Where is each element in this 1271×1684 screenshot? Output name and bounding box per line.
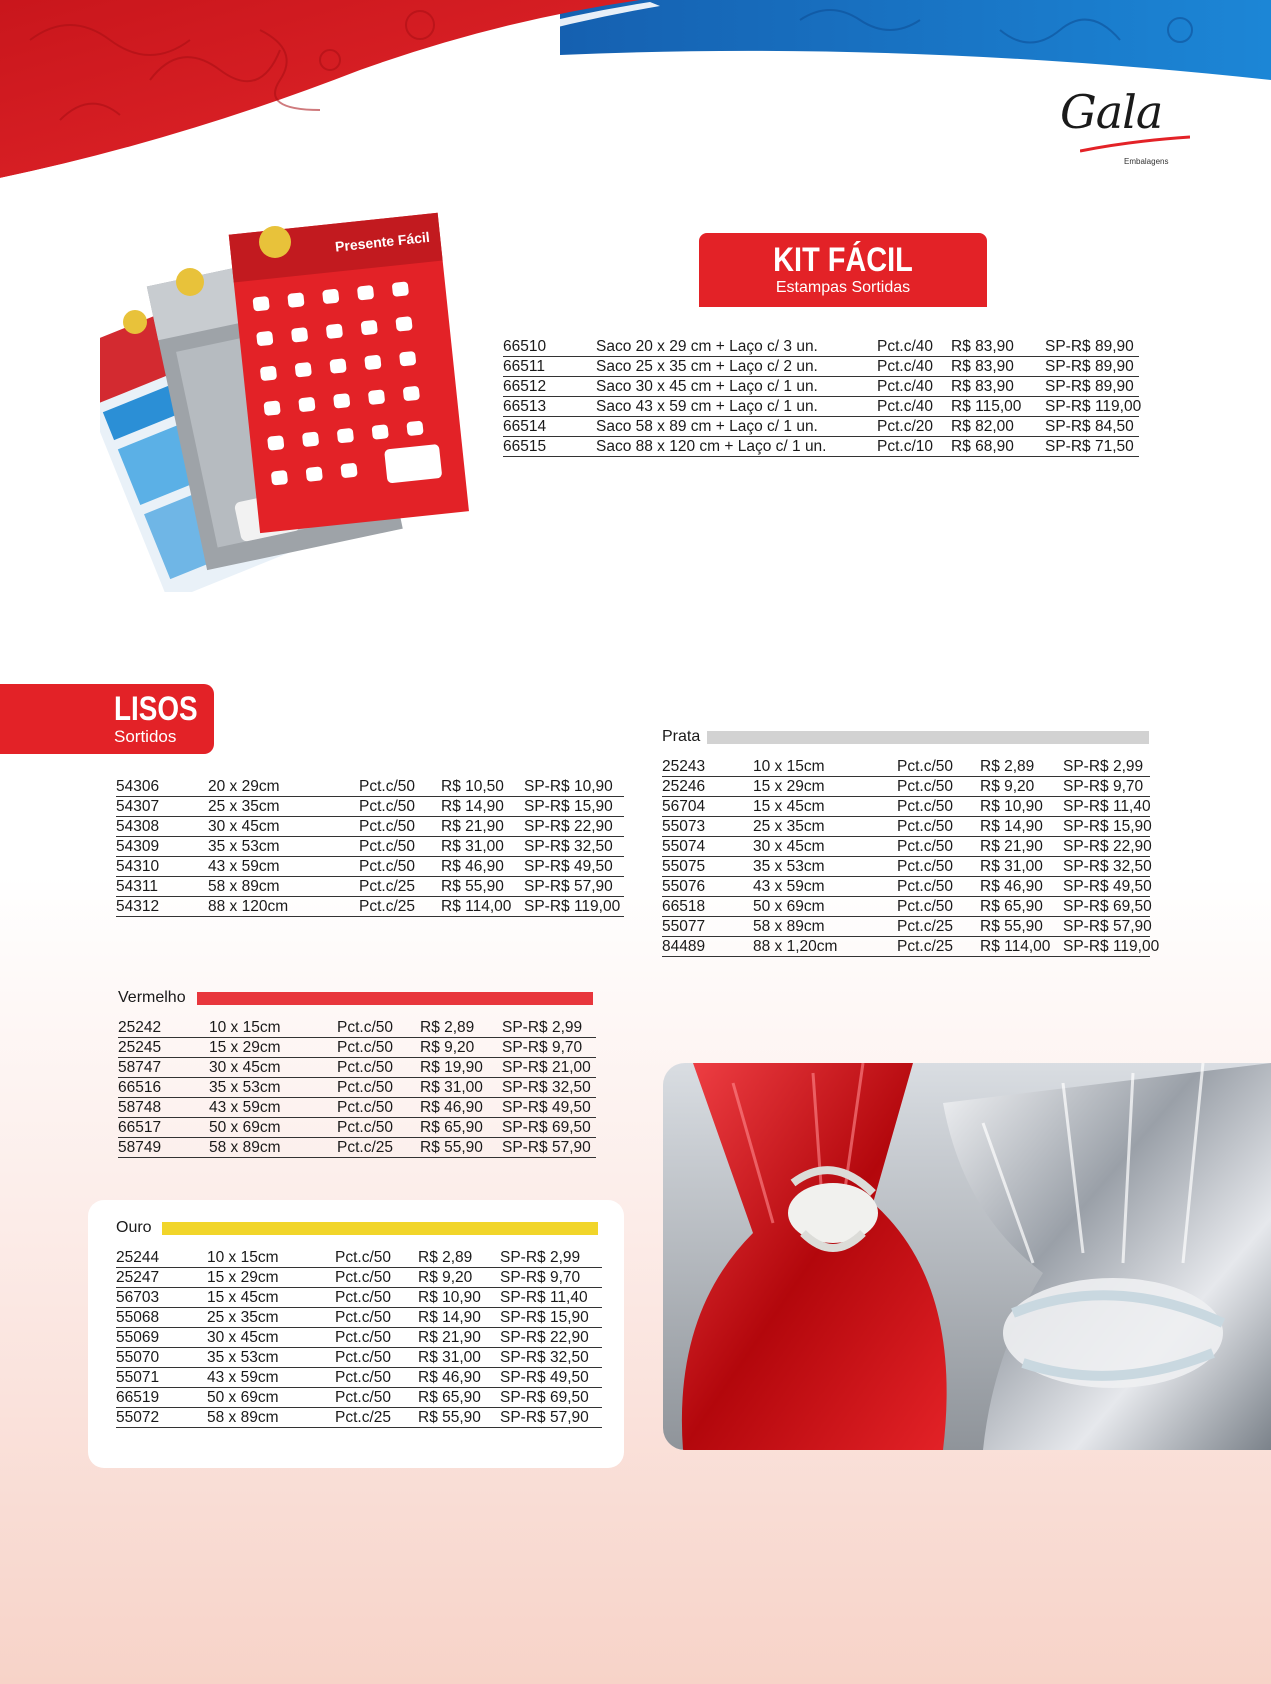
- ouro-heading: Ouro: [116, 1219, 152, 1236]
- cell-sp-price: SP-R$ 22,90: [524, 818, 613, 835]
- metallic-bags-photo: [663, 1063, 1271, 1450]
- cell-size: 30 x 45cm: [208, 818, 280, 835]
- cell-size: 10 x 15cm: [753, 758, 825, 775]
- cell-pack: Pct.c/25: [335, 1409, 391, 1426]
- cell-sp-price: SP-R$ 49,50: [524, 858, 613, 875]
- cell-pack: Pct.c/50: [337, 1079, 393, 1096]
- cell-code: 55077: [662, 918, 706, 935]
- cell-pack: Pct.c/50: [897, 758, 953, 775]
- cell-sp-price: SP-R$ 119,00: [524, 898, 621, 915]
- cell-size: 10 x 15cm: [209, 1019, 281, 1036]
- cell-size: 50 x 69cm: [209, 1119, 281, 1136]
- cell-size: 25 x 35cm: [207, 1309, 279, 1326]
- cell-sp-price: SP-R$ 84,50: [1045, 418, 1134, 435]
- cell-sp-price: SP-R$ 9,70: [500, 1269, 581, 1286]
- cell-sp-price: SP-R$ 15,90: [524, 798, 613, 815]
- cell-pack: Pct.c/50: [897, 798, 953, 815]
- cell-sp-price: SP-R$ 11,40: [1063, 798, 1151, 815]
- cell-size: 58 x 89cm: [207, 1409, 279, 1426]
- cell-code: 56703: [116, 1289, 160, 1306]
- cell-size: 15 x 45cm: [207, 1289, 279, 1306]
- cell-sp-price: SP-R$ 22,90: [1063, 838, 1152, 855]
- cell-pack: Pct.c/50: [335, 1249, 391, 1266]
- cell-price: R$ 46,90: [418, 1369, 481, 1386]
- cell-pack: Pct.c/50: [359, 818, 415, 835]
- cell-pack: Pct.c/50: [335, 1349, 391, 1366]
- cell-sp-price: SP-R$ 71,50: [1045, 438, 1134, 455]
- cell-code: 54306: [116, 778, 160, 795]
- cell-price: R$ 21,90: [441, 818, 504, 835]
- cell-price: R$ 82,00: [951, 418, 1014, 435]
- cell-sp-price: SP-R$ 32,50: [502, 1079, 591, 1096]
- cell-price: R$ 65,90: [980, 898, 1043, 915]
- cell-price: R$ 55,90: [418, 1409, 481, 1426]
- kit-facil-header: [699, 233, 987, 307]
- cell-pack: Pct.c/10: [877, 438, 933, 455]
- cell-code: 54310: [116, 858, 160, 875]
- cell-size: Saco 43 x 59 cm + Laço c/ 1 un.: [596, 398, 818, 415]
- cell-pack: Pct.c/50: [359, 838, 415, 855]
- ouro-color-bar: [162, 1222, 598, 1235]
- cell-code: 54309: [116, 838, 160, 855]
- cell-code: 58748: [118, 1099, 162, 1116]
- cell-code: 66513: [503, 398, 547, 415]
- cell-pack: Pct.c/50: [335, 1369, 391, 1386]
- cell-price: R$ 114,00: [980, 938, 1051, 955]
- cell-pack: Pct.c/50: [359, 858, 415, 875]
- cell-price: R$ 14,90: [441, 798, 504, 815]
- package-title: Presente Fácil: [334, 228, 431, 255]
- cell-price: R$ 9,20: [420, 1039, 475, 1056]
- cell-sp-price: SP-R$ 57,90: [502, 1139, 591, 1156]
- cell-code: 55068: [116, 1309, 160, 1326]
- cell-pack: Pct.c/50: [335, 1329, 391, 1346]
- cell-sp-price: SP-R$ 119,00: [1063, 938, 1160, 955]
- cell-size: 15 x 29cm: [209, 1039, 281, 1056]
- cell-code: 55075: [662, 858, 706, 875]
- logo-subtitle: Embalagens: [1124, 157, 1169, 166]
- cell-code: 55076: [662, 878, 706, 895]
- cell-sp-price: SP-R$ 32,50: [524, 838, 613, 855]
- cell-price: R$ 46,90: [420, 1099, 483, 1116]
- cell-price: R$ 83,90: [951, 338, 1014, 355]
- cell-sp-price: SP-R$ 49,50: [502, 1099, 591, 1116]
- logo-swoosh-icon: [1080, 135, 1190, 155]
- cell-sp-price: SP-R$ 89,90: [1045, 358, 1134, 375]
- cell-sp-price: SP-R$ 2,99: [1063, 758, 1144, 775]
- lisos-subtitle: Sortidos: [114, 727, 177, 746]
- cell-code: 66519: [116, 1389, 160, 1406]
- kit-facil-title: KIT FÁCIL: [773, 241, 913, 279]
- cell-price: R$ 21,90: [980, 838, 1043, 855]
- cell-size: 15 x 45cm: [753, 798, 825, 815]
- cell-price: R$ 46,90: [441, 858, 504, 875]
- kit-facil-subtitle: Estampas Sortidas: [775, 279, 911, 296]
- cell-sp-price: SP-R$ 69,50: [500, 1389, 589, 1406]
- cell-price: R$ 2,89: [418, 1249, 473, 1266]
- cell-price: R$ 31,00: [980, 858, 1043, 875]
- cell-size: 58 x 89cm: [753, 918, 825, 935]
- cell-size: 50 x 69cm: [753, 898, 825, 915]
- cell-pack: Pct.c/50: [359, 778, 415, 795]
- cell-code: 55070: [116, 1349, 160, 1366]
- cell-size: Saco 88 x 120 cm + Laço c/ 1 un.: [596, 438, 827, 455]
- cell-pack: Pct.c/50: [897, 898, 953, 915]
- cell-price: R$ 115,00: [951, 398, 1022, 415]
- cell-price: R$ 10,90: [980, 798, 1043, 815]
- cell-code: 55074: [662, 838, 706, 855]
- cell-pack: Pct.c/50: [335, 1289, 391, 1306]
- cell-pack: Pct.c/20: [877, 418, 933, 435]
- cell-size: 35 x 53cm: [208, 838, 280, 855]
- cell-price: R$ 68,90: [951, 438, 1014, 455]
- cell-sp-price: SP-R$ 89,90: [1045, 378, 1134, 395]
- cell-sp-price: SP-R$ 15,90: [500, 1309, 589, 1326]
- cell-price: R$ 14,90: [418, 1309, 481, 1326]
- cell-size: 25 x 35cm: [753, 818, 825, 835]
- cell-code: 54311: [116, 878, 158, 895]
- cell-code: 25242: [118, 1019, 162, 1036]
- cell-sp-price: SP-R$ 2,99: [500, 1249, 581, 1266]
- kit-facil-product-image: [100, 212, 500, 592]
- cell-pack: Pct.c/50: [897, 778, 953, 795]
- cell-price: R$ 10,90: [418, 1289, 481, 1306]
- gala-logo: [1060, 85, 1190, 170]
- cell-size: 35 x 53cm: [753, 858, 825, 875]
- cell-pack: Pct.c/50: [897, 878, 953, 895]
- cell-price: R$ 83,90: [951, 378, 1014, 395]
- cell-pack: Pct.c/50: [337, 1039, 393, 1056]
- cell-size: 58 x 89cm: [208, 878, 280, 895]
- cell-sp-price: SP-R$ 11,40: [500, 1289, 588, 1306]
- cell-price: R$ 2,89: [980, 758, 1035, 775]
- cell-pack: Pct.c/25: [359, 878, 415, 895]
- cell-sp-price: SP-R$ 2,99: [502, 1019, 583, 1036]
- cell-size: 10 x 15cm: [207, 1249, 279, 1266]
- cell-price: R$ 9,20: [980, 778, 1035, 795]
- cell-size: 43 x 59cm: [753, 878, 825, 895]
- cell-size: 30 x 45cm: [209, 1059, 281, 1076]
- cell-size: 43 x 59cm: [209, 1099, 281, 1116]
- cell-pack: Pct.c/40: [877, 398, 933, 415]
- cell-price: R$ 31,00: [441, 838, 504, 855]
- cell-price: R$ 19,90: [420, 1059, 483, 1076]
- cell-sp-price: SP-R$ 32,50: [500, 1349, 589, 1366]
- cell-size: 88 x 120cm: [208, 898, 289, 915]
- cell-sp-price: SP-R$ 89,90: [1045, 338, 1134, 355]
- cell-pack: Pct.c/50: [359, 798, 415, 815]
- cell-size: Saco 20 x 29 cm + Laço c/ 3 un.: [596, 338, 818, 355]
- cell-size: 20 x 29cm: [208, 778, 280, 795]
- cell-code: 66517: [118, 1119, 162, 1136]
- cell-size: 50 x 69cm: [207, 1389, 279, 1406]
- cell-size: 30 x 45cm: [207, 1329, 279, 1346]
- cell-pack: Pct.c/50: [335, 1389, 391, 1406]
- logo-text: Gala: [1060, 85, 1163, 139]
- cell-pack: Pct.c/40: [877, 378, 933, 395]
- cell-sp-price: SP-R$ 49,50: [500, 1369, 589, 1386]
- cell-pack: Pct.c/50: [335, 1269, 391, 1286]
- cell-size: 43 x 59cm: [208, 858, 280, 875]
- cell-pack: Pct.c/50: [897, 818, 953, 835]
- lisos-title: LISOS: [114, 690, 198, 728]
- cell-price: R$ 46,90: [980, 878, 1043, 895]
- cell-sp-price: SP-R$ 9,70: [1063, 778, 1144, 795]
- vermelho-color-bar: [197, 992, 593, 1005]
- cell-code: 55072: [116, 1409, 160, 1426]
- cell-code: 84489: [662, 938, 706, 955]
- cell-size: 25 x 35cm: [208, 798, 280, 815]
- cell-code: 55073: [662, 818, 706, 835]
- cell-pack: Pct.c/40: [877, 358, 933, 375]
- cell-size: 15 x 29cm: [207, 1269, 279, 1286]
- cell-size: 58 x 89cm: [209, 1139, 281, 1156]
- cell-code: 54308: [116, 818, 160, 835]
- cell-sp-price: SP-R$ 57,90: [500, 1409, 589, 1426]
- cell-pack: Pct.c/25: [337, 1139, 393, 1156]
- cell-code: 55071: [116, 1369, 160, 1386]
- cell-code: 56704: [662, 798, 706, 815]
- cell-price: R$ 65,90: [418, 1389, 481, 1406]
- cell-code: 58749: [118, 1139, 162, 1156]
- cell-price: R$ 31,00: [418, 1349, 481, 1366]
- cell-code: 66511: [503, 358, 545, 375]
- cell-sp-price: SP-R$ 15,90: [1063, 818, 1152, 835]
- cell-size: Saco 30 x 45 cm + Laço c/ 1 un.: [596, 378, 818, 395]
- cell-price: R$ 114,00: [441, 898, 512, 915]
- prata-heading: Prata: [662, 728, 701, 745]
- cell-sp-price: SP-R$ 119,00: [1045, 398, 1142, 415]
- cell-pack: Pct.c/50: [337, 1059, 393, 1076]
- cell-code: 25247: [116, 1269, 160, 1286]
- cell-sp-price: SP-R$ 9,70: [502, 1039, 583, 1056]
- cell-pack: Pct.c/25: [359, 898, 415, 915]
- cell-code: 25244: [116, 1249, 160, 1266]
- cell-code: 66512: [503, 378, 547, 395]
- cell-pack: Pct.c/50: [335, 1309, 391, 1326]
- cell-sp-price: SP-R$ 22,90: [500, 1329, 589, 1346]
- cell-code: 66514: [503, 418, 547, 435]
- cell-sp-price: SP-R$ 57,90: [524, 878, 613, 895]
- cell-price: R$ 2,89: [420, 1019, 475, 1036]
- cell-price: R$ 55,90: [420, 1139, 483, 1156]
- vermelho-heading: Vermelho: [118, 989, 186, 1006]
- cell-price: R$ 55,90: [441, 878, 504, 895]
- cell-price: R$ 9,20: [418, 1269, 473, 1286]
- cell-size: 35 x 53cm: [209, 1079, 281, 1096]
- cell-sp-price: SP-R$ 57,90: [1063, 918, 1152, 935]
- cell-size: 43 x 59cm: [207, 1369, 279, 1386]
- cell-sp-price: SP-R$ 10,90: [524, 778, 613, 795]
- cell-code: 54307: [116, 798, 160, 815]
- cell-code: 66518: [662, 898, 706, 915]
- cell-pack: Pct.c/50: [337, 1019, 393, 1036]
- cell-price: R$ 83,90: [951, 358, 1014, 375]
- cell-code: 66516: [118, 1079, 162, 1096]
- cell-size: 35 x 53cm: [207, 1349, 279, 1366]
- cell-pack: Pct.c/50: [337, 1099, 393, 1116]
- cell-sp-price: SP-R$ 32,50: [1063, 858, 1152, 875]
- cell-price: R$ 21,90: [418, 1329, 481, 1346]
- cell-code: 25243: [662, 758, 706, 775]
- cell-size: 30 x 45cm: [753, 838, 825, 855]
- cell-size: Saco 25 x 35 cm + Laço c/ 2 un.: [596, 358, 818, 375]
- cell-price: R$ 10,50: [441, 778, 504, 795]
- cell-code: 66515: [503, 438, 547, 455]
- cell-price: R$ 31,00: [420, 1079, 483, 1096]
- cell-price: R$ 65,90: [420, 1119, 483, 1136]
- cell-sp-price: SP-R$ 49,50: [1063, 878, 1152, 895]
- cell-code: 55069: [116, 1329, 160, 1346]
- cell-price: R$ 14,90: [980, 818, 1043, 835]
- cell-pack: Pct.c/40: [877, 338, 933, 355]
- cell-code: 58747: [118, 1059, 162, 1076]
- cell-sp-price: SP-R$ 69,50: [502, 1119, 591, 1136]
- cell-code: 25246: [662, 778, 706, 795]
- lisos-header: [0, 684, 214, 754]
- cell-pack: Pct.c/50: [897, 838, 953, 855]
- cell-price: R$ 55,90: [980, 918, 1043, 935]
- cell-code: 54312: [116, 898, 160, 915]
- cell-size: 15 x 29cm: [753, 778, 825, 795]
- cell-pack: Pct.c/50: [897, 858, 953, 875]
- prata-color-bar: [707, 731, 1149, 744]
- cell-code: 66510: [503, 338, 547, 355]
- cell-size: Saco 58 x 89 cm + Laço c/ 1 un.: [596, 418, 818, 435]
- cell-sp-price: SP-R$ 69,50: [1063, 898, 1152, 915]
- cell-size: 88 x 1,20cm: [753, 938, 838, 955]
- cell-pack: Pct.c/25: [897, 938, 953, 955]
- cell-pack: Pct.c/50: [337, 1119, 393, 1136]
- cell-sp-price: SP-R$ 21,00: [502, 1059, 591, 1076]
- cell-pack: Pct.c/25: [897, 918, 953, 935]
- cell-code: 25245: [118, 1039, 162, 1056]
